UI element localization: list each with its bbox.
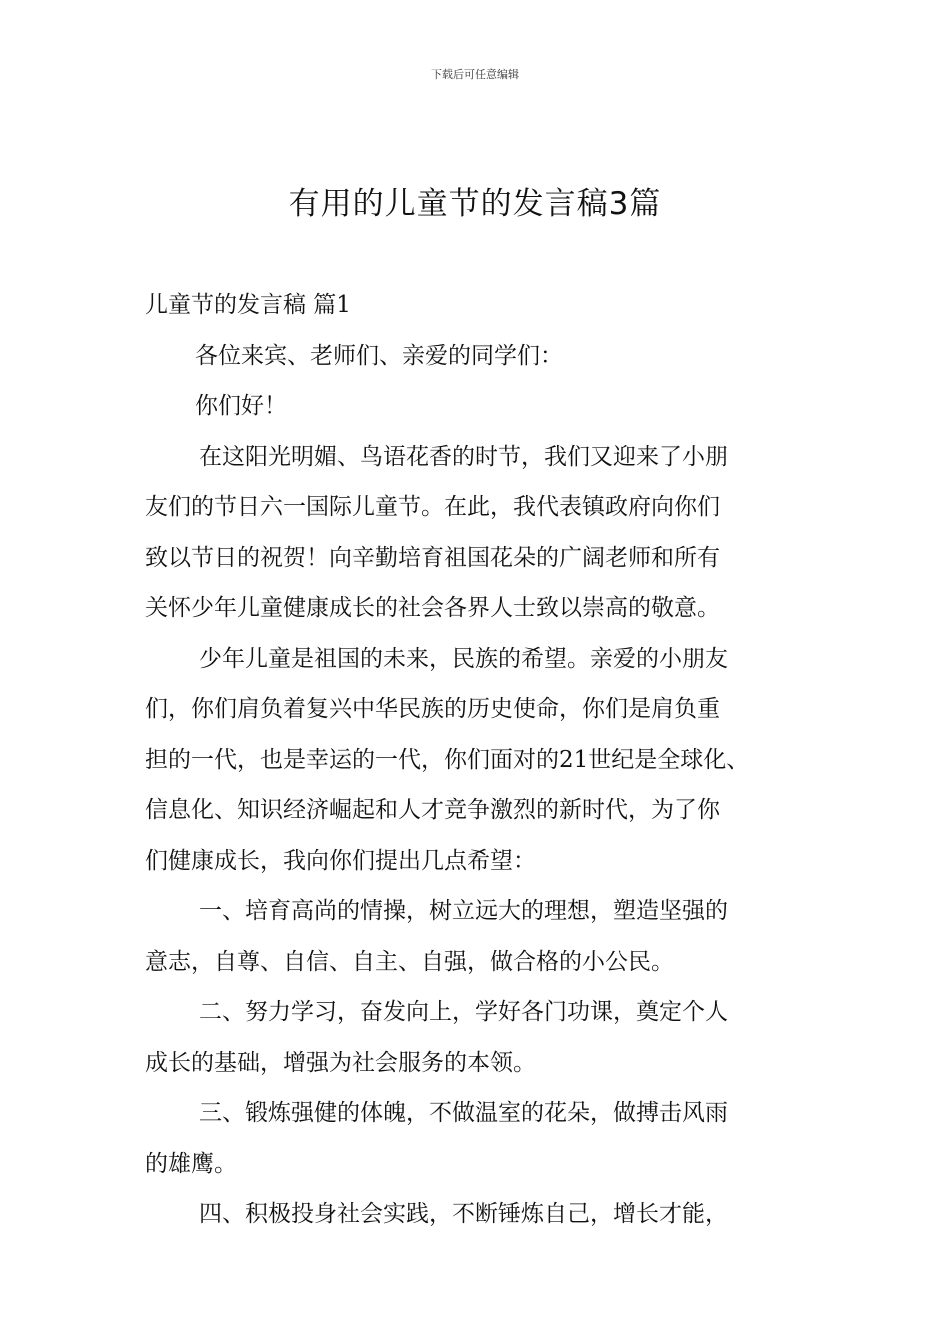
paragraph-line: 四、积极投身社会实践，不断锤炼自己，增长才能， [199,1201,728,1227]
paragraph-line: 致以节日的祝贺！向辛勤培育祖国花朵的广阔老师和所有 [145,544,720,571]
paragraph-line: 信息化、知识经济崛起和人才竞争激烈的新时代，为了你 [145,797,720,823]
paragraph-line: 关怀少年儿童健康成长的社会各界人士致以崇高的敬意。 [145,595,720,621]
paragraph-line: 们，你们肩负着复兴中华民族的历史使命，你们是肩负重 [145,696,720,722]
paragraph-line: 意志，自尊、自信、自主、自强，做合格的小公民。 [145,948,674,975]
paragraph-line: 成长的基础，增强为社会服务的本领。 [145,1049,536,1076]
paragraph-line: 在这阳光明媚、鸟语花香的时节，我们又迎来了小朋 [199,443,728,470]
paragraph-line: 你们好！ [195,393,287,419]
paragraph-line: 们健康成长，我向你们提出几点希望： [145,847,536,874]
paragraph-line: 二、努力学习，奋发向上，学好各门功课，奠定个人 [199,999,728,1025]
paragraph-line: 三、锻炼强健的体魄，不做温室的花朵，做搏击风雨 [199,1100,728,1126]
section-heading: 儿童节的发言稿 篇1 [145,292,351,318]
paragraph-line: 少年儿童是祖国的未来，民族的希望。亲爱的小朋友 [199,645,728,672]
header-note: 下载后可任意编辑 [431,68,519,81]
paragraph-line: 各位来宾、老师们、亲爱的同学们： [195,342,563,369]
paragraph-line: 担的一代，也是幸运的一代，你们面对的21世纪是全球化、 [145,746,750,773]
paragraph-line: 一、培育高尚的情操，树立远大的理想，塑造坚强的 [199,898,728,924]
document-body [145,280,810,1240]
paragraph-line: 的雄鹰。 [145,1150,237,1177]
paragraph-line: 友们的节日六一国际儿童节。在此，我代表镇政府向你们 [145,494,720,520]
document-title: 有用的儿童节的发言稿3篇 [288,186,662,222]
